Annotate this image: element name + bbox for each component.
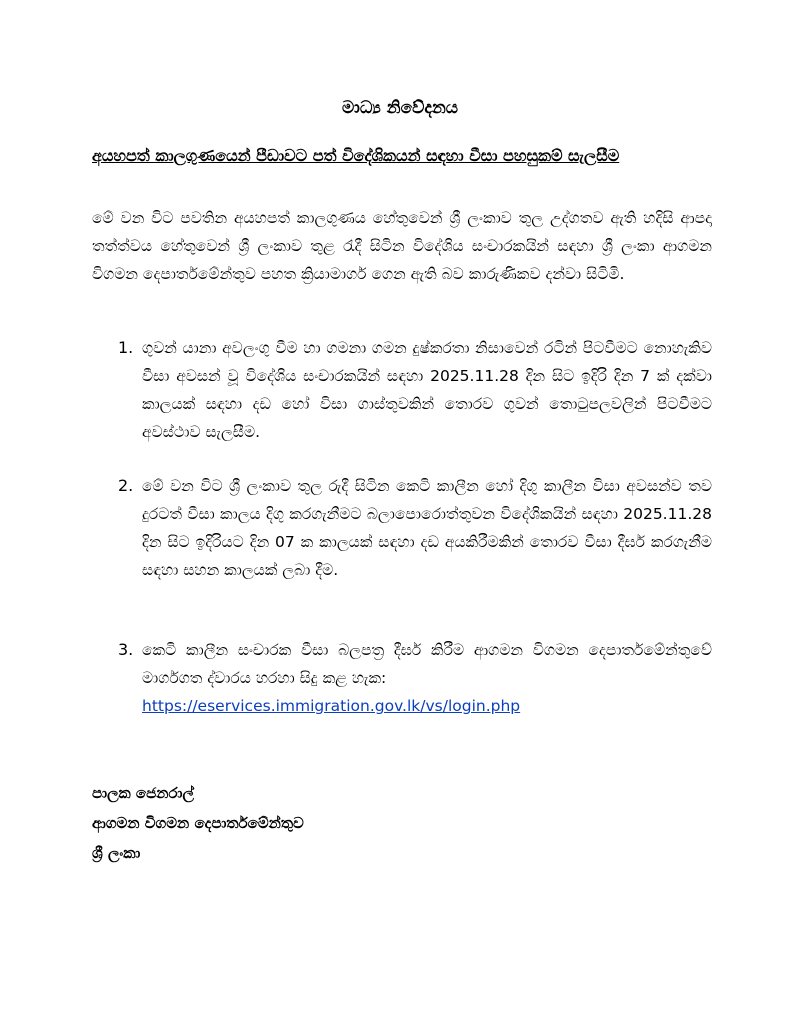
list-item-text-container <box>142 636 712 720</box>
document-subject: අයහපත් කාලගුණයෙන් පීඩාවට පත් විදේශිකයන් සඳහා වීසා පහසුකම් සැලසීම <box>92 146 620 165</box>
list-item-text: මේ වන විට ශ්‍රී ලංකාව තුල රුදී සිටින කෙටි කාලීන හෝ දිගු කාලීන විසා අවසන්ව තව දුරටත් වීසා කාලය දිගු කරගැනීමට බලාපොරොත්තුවන විදේශිකයින් සඳහා 2025.11.28 දින සිට ඉදිරියට දින 07 ක කාලයක් සඳහා දඩ අයකිරීමකින් තොරව වීසා දීර්ඝ කරගැනීම සඳහා සහන කාලයක් ලබා දීම. <box>142 477 712 579</box>
intro-paragraph: මේ වන විට පවතින අයහපත් කාලගුණය හේතුවෙන් ශ්‍රී ලංකාව තුල උද්ගතව ඇති හදිසි ආපදා තත්ත්වය හේතුවෙන් ශ්‍රී ලංකාව තුළ රැදී සිටින විදේශිය සංචාරකයින් සඳහා ශ්‍රී ලංකා ආගමන විගමන දෙපාර්තමේන්තුව පහත ක්‍රියාමාර්ග ගෙන ඇති බව කාරුණිකව දන්වා සිටිමි. <box>92 209 712 283</box>
list-item-text: ගුවන් යානා අවලංගු වීම හා ගමනා ගමන දුෂ්කරතා නිසාවෙන් රටින් පිටවීමට නොහැකිව වීසා අවසන් වූ විදේශිය සංචාරකයින් සඳහා 2025.11.28 දින සිට ඉදිරි දින 7 ක් දක්වා කාලයක් සඳහා දඩ හෝ විසා ගාස්තුවකින් තොරව ගුවන් තොටුපලවලින් පිටවීමට අවස්ථාව සැලසීම. <box>142 339 712 441</box>
signature-title: පාලක ජෙනරාල් <box>92 784 194 802</box>
list-item-number: 1. <box>118 338 134 357</box>
list-item-text: කෙටි කාලීන සංචාරක වීසා බලපත්‍ර දීර්ඝ කිරීම ආගමන විගමන දෙපාර්තමේන්තුවේ මාර්ගගත ද්වාරය හරහා සිදු කළ හැක: <box>142 641 712 687</box>
list-item-number: 2. <box>118 476 134 495</box>
signature-block <box>92 778 592 868</box>
document-title: මාධ්‍ය නිවේදනය <box>342 98 458 118</box>
visa-portal-link[interactable]: https://eservices.immigration.gov.lk/vs/login.php <box>142 697 521 715</box>
signature-department: ආගමන විගමන දෙපාර්තමේන්තුව <box>92 814 304 832</box>
signature-country: ශ්‍රී ලංකා <box>92 844 141 862</box>
list-item-number: 3. <box>118 640 134 659</box>
